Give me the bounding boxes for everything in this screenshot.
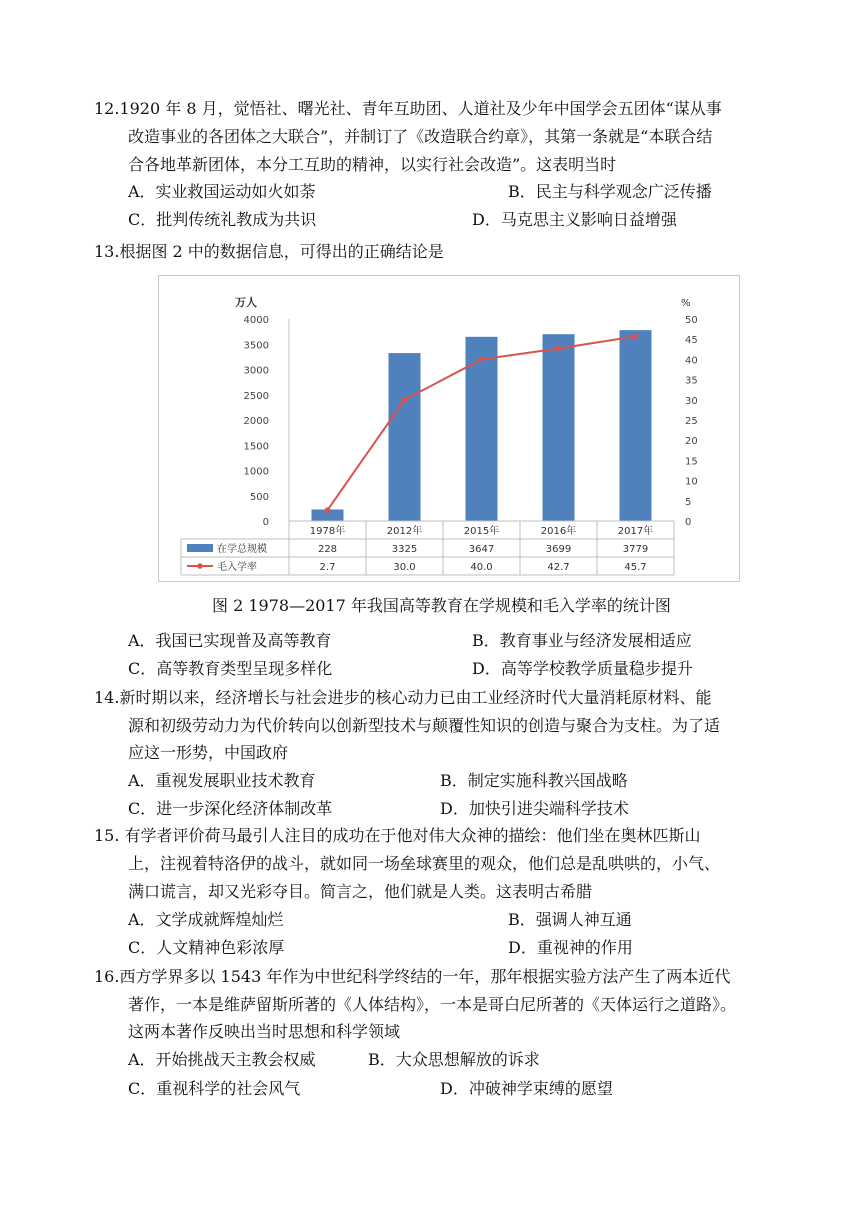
q16-line-2: 著作，一本是维萨留斯所著的《人体结构》，一本是哥白尼所著的《天体运行之道路》。 bbox=[128, 995, 737, 1014]
rate-point-2012年 bbox=[402, 397, 408, 403]
bar-2016年 bbox=[543, 334, 575, 521]
q14-option-d: D．加快引进尖端科学技术 bbox=[440, 799, 629, 818]
bar-data-label: 3699 bbox=[545, 544, 572, 555]
chart-figure bbox=[158, 275, 740, 582]
rate-data-label: 40.0 bbox=[470, 562, 493, 573]
right-tick-label: 20 bbox=[685, 436, 698, 448]
q12-line-2: 改造事业的各团体之大联合”，并制订了《改造联合约章》，其第一条就是“本联合结 bbox=[128, 127, 713, 146]
q13-option-c: C．高等教育类型呈现多样化 bbox=[128, 659, 333, 678]
q15-option-d: D．重视神的作用 bbox=[508, 938, 633, 957]
right-tick-label: 45 bbox=[685, 335, 698, 347]
left-axis-title: 万人 bbox=[235, 296, 257, 309]
rate-data-label: 42.7 bbox=[547, 562, 570, 573]
q12-line-1: 12.1920 年 8 月，觉悟社、曙光社、青年互助团、人道社及少年中国学会五团体“谋从事 bbox=[94, 99, 722, 118]
q13-option-d: D．高等学校教学质量稳步提升 bbox=[472, 659, 693, 678]
q14-option-c: C．进一步深化经济体制改革 bbox=[128, 799, 333, 818]
left-tick-label: 3000 bbox=[243, 365, 269, 377]
rate-point-2016年 bbox=[556, 346, 562, 352]
q16-option-d: D．冲破神学束缚的愿望 bbox=[440, 1079, 613, 1098]
rate-point-1978年 bbox=[325, 507, 331, 513]
left-tick-label: 1500 bbox=[243, 441, 269, 453]
q12-line-3: 合各地革新团体，本分工互助的精神，以实行社会改造”。这表明当时 bbox=[128, 155, 617, 174]
legend-line-label: 毛入学率 bbox=[217, 562, 257, 573]
right-tick-label: 50 bbox=[685, 315, 698, 326]
right-tick-label: 5 bbox=[685, 496, 692, 508]
left-tick-label: 2500 bbox=[243, 390, 269, 402]
right-tick-label: 0 bbox=[685, 517, 692, 528]
left-tick-label: 2000 bbox=[243, 416, 269, 427]
left-tick-label: 4000 bbox=[243, 315, 269, 326]
q14-line-3: 应这一形势，中国政府 bbox=[128, 743, 289, 762]
left-tick-label: 1000 bbox=[243, 466, 269, 478]
chart-svg bbox=[159, 276, 739, 581]
q16-line-3: 这两本著作反映出当时思想和科学领域 bbox=[128, 1022, 401, 1041]
q16-option-b: B．大众思想解放的诉求 bbox=[368, 1050, 540, 1069]
q12-option-b: B．民主与科学观念广泛传播 bbox=[508, 182, 712, 201]
left-tick-label: 3500 bbox=[243, 340, 269, 352]
q15-option-c: C．人文精神色彩浓厚 bbox=[128, 938, 285, 957]
category-label: 2012年 bbox=[386, 526, 423, 537]
category-label: 2015年 bbox=[463, 526, 500, 537]
right-tick-label: 10 bbox=[685, 476, 698, 488]
q14-option-b: B．制定实施科教兴国战略 bbox=[440, 771, 628, 790]
left-tick-label: 0 bbox=[262, 517, 269, 528]
q15-line-3: 满口谎言，却又光彩夺目。简言之，他们就是人类。这表明古希腊 bbox=[128, 882, 593, 901]
figure-caption: 图 2 1978—2017 年我国高等教育在学规模和毛入学率的统计图 bbox=[212, 596, 671, 615]
right-axis-title: % bbox=[681, 298, 691, 309]
category-label: 1978年 bbox=[309, 526, 346, 537]
rate-data-label: 45.7 bbox=[624, 562, 647, 573]
q14-line-1: 14.新时期以来，经济增长与社会进步的核心动力已由工业经济时代大量消耗原材料、能 bbox=[94, 688, 712, 707]
right-tick-label: 15 bbox=[685, 456, 698, 468]
bar-data-label: 228 bbox=[317, 544, 338, 555]
bar-data-label: 3325 bbox=[391, 544, 418, 555]
category-label: 2016年 bbox=[540, 526, 577, 537]
q12-option-a: A．实业救国运动如火如荼 bbox=[128, 182, 316, 201]
rate-data-label: 30.0 bbox=[393, 562, 416, 573]
q12-option-c: C．批判传统礼教成为共识 bbox=[128, 210, 317, 229]
right-tick-label: 30 bbox=[685, 395, 698, 407]
q13-line-1: 13.根据图 2 中的数据信息，可得出的正确结论是 bbox=[94, 242, 444, 261]
right-tick-label: 35 bbox=[685, 375, 698, 387]
rate-point-2017年 bbox=[633, 334, 639, 340]
bar-2012年 bbox=[389, 353, 421, 521]
q15-option-a: A．文学成就辉煌灿烂 bbox=[128, 910, 284, 929]
q14-option-a: A．重视发展职业技术教育 bbox=[128, 771, 316, 790]
bar-2017年 bbox=[620, 330, 652, 521]
bar-data-label: 3647 bbox=[468, 544, 495, 555]
q13-option-a: A．我国已实现普及高等教育 bbox=[128, 631, 332, 650]
legend-bar-label: 在学总规模 bbox=[217, 544, 267, 555]
legend-line-marker bbox=[197, 563, 203, 569]
right-tick-label: 25 bbox=[685, 416, 698, 427]
q16-line-1: 16.西方学界多以 1543 年作为中世纪科学终结的一年，那年根据实验方法产生了两本近代 bbox=[94, 967, 731, 986]
q15-line-2: 上，注视着特洛伊的战斗，就如同一场垒球赛里的观众，他们总是乱哄哄的，小气、 bbox=[128, 854, 721, 873]
rate-point-2015年 bbox=[479, 357, 485, 363]
q13-option-b: B．教育事业与经济发展相适应 bbox=[472, 631, 692, 650]
q16-option-a: A．开始挑战天主教会权威 bbox=[128, 1050, 316, 1069]
q15-line-1: 15. 有学者评价荷马最引人注目的成功在于他对伟大众神的描绘：他们坐在奥林匹斯山 bbox=[94, 826, 701, 845]
legend-bar-swatch bbox=[187, 544, 213, 552]
q16-option-c: C．重视科学的社会风气 bbox=[128, 1079, 301, 1098]
category-label: 2017年 bbox=[617, 526, 654, 537]
left-tick-label: 500 bbox=[249, 491, 269, 503]
bar-data-label: 3779 bbox=[622, 544, 649, 555]
q14-line-2: 源和初级劳动力为代价转向以创新型技术与颠覆性知识的创造与聚合为支柱。为了适 bbox=[128, 716, 721, 735]
rate-data-label: 2.7 bbox=[319, 562, 336, 573]
q12-option-d: D．马克思主义影响日益增强 bbox=[472, 210, 677, 229]
q15-option-b: B．强调人神互通 bbox=[508, 910, 632, 929]
right-tick-label: 40 bbox=[685, 355, 698, 367]
